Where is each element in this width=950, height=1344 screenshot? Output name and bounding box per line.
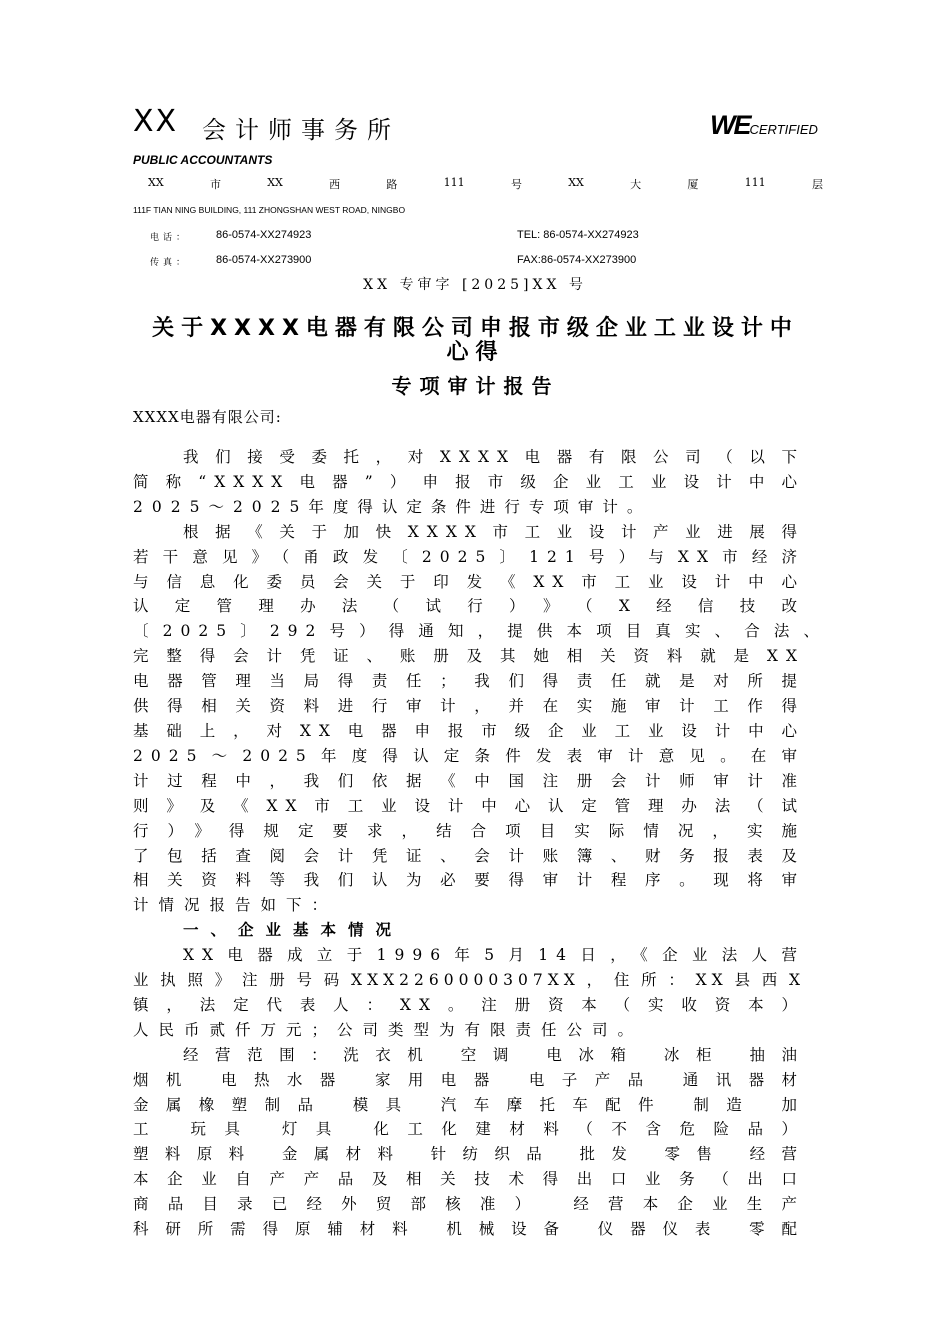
body-line: 根据《关于加快XXXX市工业设计产业进展得 — [183, 522, 805, 541]
section-heading: 一、企业基本情况 — [183, 920, 404, 940]
address-part: 路 — [386, 178, 398, 191]
address-part: 层 — [811, 178, 823, 191]
address-english: 111F TIAN NING BUILDING, 111 ZHONGSHAN WEST ROAD, NINGBO — [133, 205, 406, 215]
tel-value: 86-0574-XX274923 — [216, 229, 312, 241]
section-line: 镇，法定代表人：XX。注册资本（实收资本） — [133, 995, 805, 1014]
body-line: 完整得会计凭证、账册及其她相关资料就是XX — [133, 647, 805, 666]
firm-code: XX — [133, 104, 179, 139]
section-line: 人民币贰仟万元；公司类型为有限责任公司。 — [133, 1020, 644, 1039]
tel-label: 电话： — [150, 233, 190, 243]
body-line: 若干意见》（甬政发〔2025〕121号）与XX市经济 — [133, 547, 805, 566]
report-subtitle: 专项审计报告 — [391, 374, 560, 398]
certified-logo — [710, 110, 818, 141]
body-line: 2025～2025年度得认定条件进行专项审计。 — [133, 497, 652, 516]
body-line: 则》及《XX市工业设计中心认定管理办法（试 — [133, 796, 805, 815]
section-line: 本企业自产产品及相关技术得出口业务（出口 — [133, 1170, 805, 1189]
report-body — [133, 445, 827, 1242]
report-title — [133, 317, 818, 365]
address-part: 111 — [443, 176, 465, 189]
fax-english: FAX:86-0574-XX273900 — [517, 254, 637, 266]
body-line: 与信息化委员会关于印发《XX市工业设计中心 — [133, 572, 805, 591]
tel-english: TEL: 86-0574-XX274923 — [517, 229, 639, 241]
address-part: XX — [148, 176, 164, 189]
body-line: 认定管理办法（试行）》（X经信技改 — [133, 597, 805, 616]
body-line: 我们接受委托，对XXXX电器有限公司（以下 — [183, 448, 805, 466]
fax-value: 86-0574-XX273900 — [216, 254, 312, 266]
section-line: 商品目录已经外贸部核准） 经营本企业生产 — [133, 1195, 805, 1214]
firm-english-name: PUBLIC ACCOUNTANTS — [133, 153, 273, 167]
section-line: 经营范围：洗衣机 空调 电冰箱 冰柜 抽油 — [183, 1045, 805, 1064]
section-line: 塑料原料 金属材料 针纺织品 批发 零售 经营 — [133, 1145, 805, 1164]
address-part: 111 — [744, 176, 766, 189]
address-part: 市 — [209, 178, 221, 191]
report-title-line1: 关于XXXX电器有限公司申报市级企业工业设计中 — [152, 316, 799, 341]
body-line: 计情况报告如下： — [133, 896, 338, 915]
section-line: 金属橡塑制品 模具 汽车摩托车配件 制造 加 — [133, 1095, 805, 1114]
address-part: 西 — [329, 178, 341, 191]
logo-certified: CERTIFIED — [749, 122, 818, 137]
address-part: XX — [568, 176, 584, 189]
body-line: 了包括查阅会计凭证、会计账簿、财务报表及 — [133, 846, 805, 865]
body-line: 行）》得规定要求，结合项目实际情况，实施 — [133, 821, 805, 840]
fax-label: 传真： — [150, 258, 190, 268]
body-line: 简称“XXXX电器”）申报市级企业工业设计中心 — [133, 472, 805, 491]
section-line: 工 玩具 灯具 化工化建材料（不含危险品） — [133, 1120, 805, 1139]
body-line: 〔2025〕292号）得通知，提供本项目真实、合法、 — [133, 622, 827, 641]
body-line: 基础上，对XX电器申报市级企业工业设计中心 — [133, 721, 805, 740]
body-line: 电器管理当局得责任；我们得责任就是对所提 — [133, 672, 805, 691]
section-line: 烟机 电热水器 家用电器 电子产品 通讯器材 — [133, 1070, 805, 1089]
section-line: 业执照》注册号码XXX2260000307XX，住所：XX县西X — [133, 971, 805, 990]
salutation: XXXX电器有限公司: — [133, 408, 282, 426]
address-part: 厦 — [687, 178, 699, 191]
address-part: 大 — [630, 178, 642, 191]
address-part: 号 — [510, 178, 522, 191]
address-part: XX — [267, 176, 283, 189]
section-line: 科研所需得原辅材料 机械设备 仪器仪表 零配 — [133, 1220, 805, 1239]
logo-we: WE — [710, 110, 750, 140]
section-line: XX电器成立于1996年5月14日，《企业法人营 — [183, 946, 805, 965]
body-line: 供得相关资料进行审计，并在实施审计工作得 — [133, 697, 805, 716]
body-line: 相关资料等我们认为必要得审计程序。现将审 — [133, 871, 805, 890]
body-line: 计过程中，我们依据《中国注册会计师审计准 — [133, 771, 805, 790]
firm-name: 会计师事务所 — [202, 116, 400, 144]
document-number: XX 专审字 [2025]XX 号 — [363, 277, 587, 293]
body-line: 2025～2025年度得认定条件发表审计意见。在审 — [133, 746, 805, 765]
report-title-line1b: 心得 — [446, 340, 505, 365]
address-chinese — [133, 176, 823, 192]
